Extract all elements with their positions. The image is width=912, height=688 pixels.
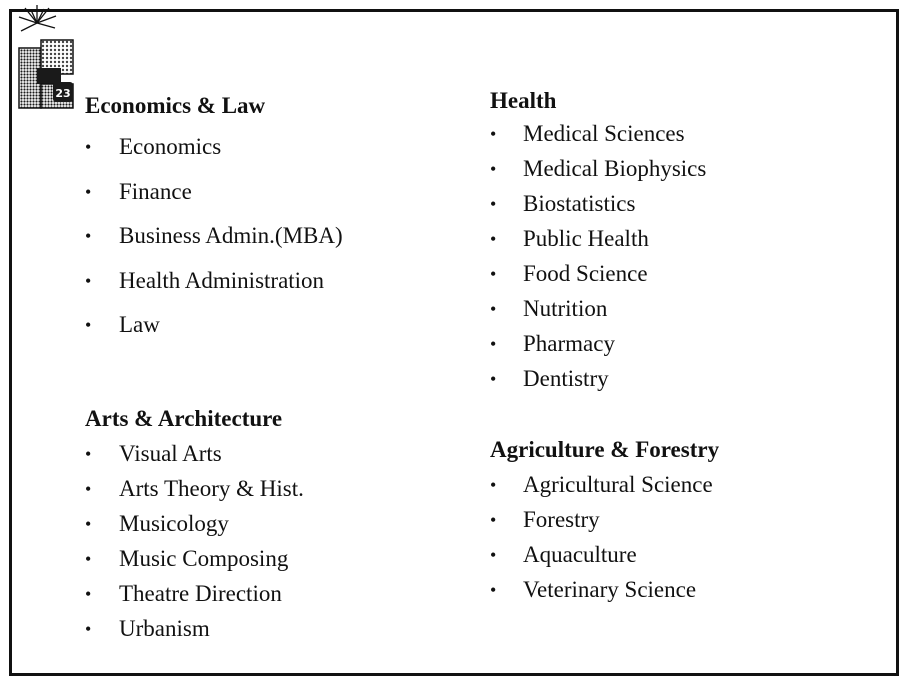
list-item: • Arts Theory & Hist. (85, 476, 304, 501)
list-item: • Law (85, 310, 343, 355)
bullet: • (490, 545, 497, 565)
bullet: • (85, 479, 92, 499)
list-item: • Nutrition (490, 296, 608, 321)
bullet: • (490, 229, 497, 249)
list-item: • Biostatistics (490, 191, 636, 216)
section-heading: Arts & Architecture (85, 406, 283, 431)
program-list (490, 121, 706, 401)
university-emblem-icon (17, 4, 77, 110)
bullet: • (490, 475, 497, 495)
list-item: • Aquaculture (490, 542, 637, 567)
bullet: • (490, 369, 497, 389)
bullet: • (490, 334, 497, 354)
list-item: • Finance (85, 177, 343, 222)
list-item: • Music Composing (85, 546, 289, 571)
list-item: • Theatre Direction (85, 581, 282, 606)
bullet: • (85, 549, 92, 569)
section-heading: Health (490, 88, 557, 113)
list-item: • Economics (85, 132, 343, 177)
bullet: • (490, 510, 497, 530)
list-item: • Urbanism (85, 616, 210, 641)
list-item: • Medical Sciences (490, 121, 685, 146)
section-arts-architecture (85, 406, 304, 651)
bullet: • (85, 315, 92, 335)
list-item: • Health Administration (85, 266, 343, 311)
section-health (490, 88, 706, 401)
program-list (490, 472, 719, 612)
bullet: • (85, 619, 92, 639)
program-list (85, 132, 343, 355)
bullet: • (85, 584, 92, 604)
list-item: • Dentistry (490, 366, 609, 391)
program-list (85, 441, 304, 651)
bullet: • (490, 124, 497, 144)
list-item: • Musicology (85, 511, 229, 536)
bullet: • (490, 159, 497, 179)
bullet: • (490, 299, 497, 319)
bullet: • (85, 226, 92, 246)
section-heading: Agriculture & Forestry (490, 437, 720, 462)
bullet: • (85, 444, 92, 464)
bullet: • (85, 137, 92, 157)
list-item: • Agricultural Science (490, 472, 713, 497)
list-item: • Pharmacy (490, 331, 615, 356)
list-item: • Food Science (490, 261, 648, 286)
bullet: • (490, 194, 497, 214)
list-item: • Business Admin.(MBA) (85, 221, 343, 266)
bullet: • (490, 580, 497, 600)
bullet: • (490, 264, 497, 284)
list-item: • Forestry (490, 507, 600, 532)
section-agriculture-forestry (490, 437, 719, 612)
bullet: • (85, 270, 92, 291)
svg-text:23: 23 (55, 87, 71, 100)
list-item: • Medical Biophysics (490, 156, 707, 181)
list-item: • Public Health (490, 226, 649, 251)
bullet: • (85, 181, 92, 202)
list-item: • Veterinary Science (490, 577, 697, 602)
section-economics-law (85, 93, 343, 355)
bullet: • (85, 514, 92, 534)
list-item: • Visual Arts (85, 441, 222, 466)
section-heading: Economics & Law (85, 93, 266, 118)
